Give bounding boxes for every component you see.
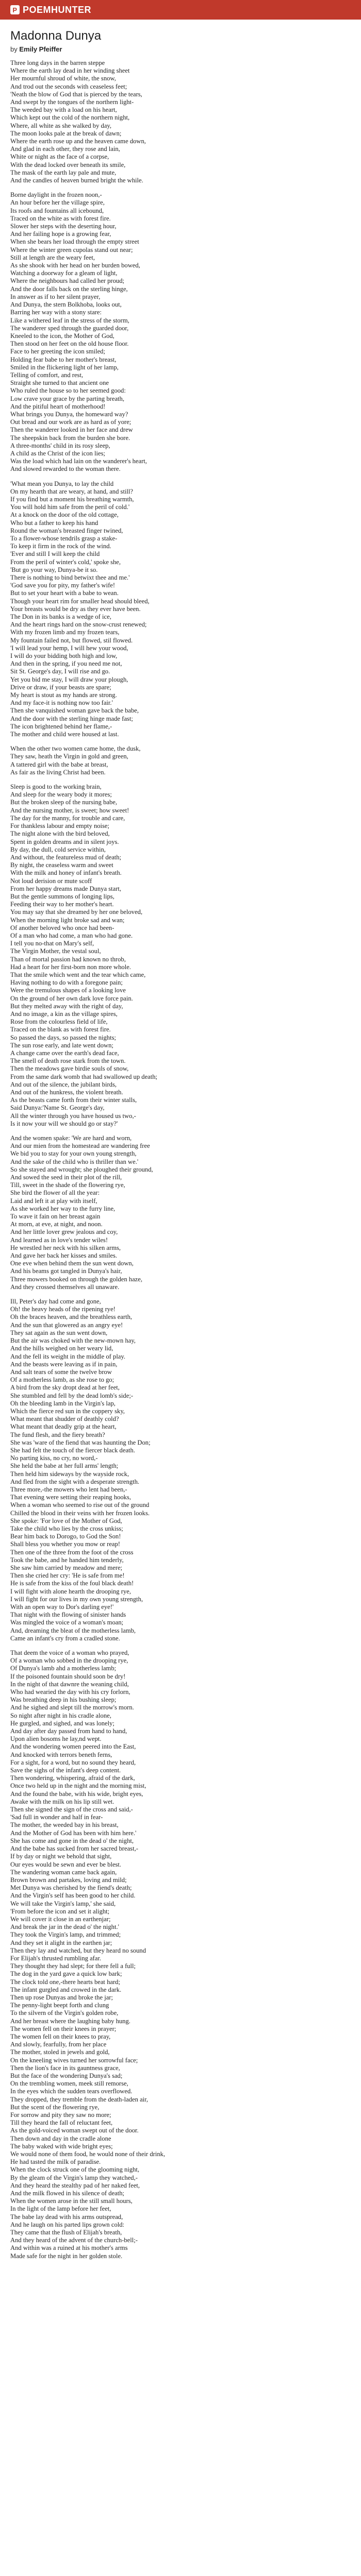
poem-line: As fair as the living Christ had been. bbox=[10, 768, 106, 776]
poem-line: A three-months' child in its rosy sleep, bbox=[10, 442, 110, 449]
poem-line: The wanderer sped through the guarded door, bbox=[10, 324, 129, 332]
stanza bbox=[10, 1134, 351, 1291]
poem-line: 'Sad full in wonder and half in fear- bbox=[10, 1814, 103, 1821]
poem-line: The fund flesh, and the fiery breath? bbox=[10, 1431, 105, 1438]
poem-line: Then the lion's face in its gauntness grace, bbox=[10, 2064, 120, 2072]
poem-line: And the sake of the child who is thriller than we.' bbox=[10, 1158, 139, 1165]
stanza bbox=[10, 745, 351, 776]
poem-line: The baby waked with wide bright eyes; bbox=[10, 2142, 113, 2150]
poem-line: Came an infant's cry from a cradled stone. bbox=[10, 1634, 120, 1642]
poem-line: And knocked with terrors beneth ferns, bbox=[10, 1751, 112, 1758]
poem-line: And he laugh on his parted lips grown cold: bbox=[10, 2221, 125, 2228]
poem-line: I will fight with alone hearth the drooping rye, bbox=[10, 1587, 131, 1595]
poem-line: Traced on the blank as with forest fire. bbox=[10, 1026, 111, 1033]
poem-line: Spent in golden dreams and in silent joys. bbox=[10, 838, 119, 845]
poem-line: Rose from the colourless field of life, bbox=[10, 1018, 108, 1026]
poem-line: Then the wanderer looked in her face and drew bbox=[10, 426, 133, 434]
poem-line: That evening were setting their reaping hooks, bbox=[10, 1494, 131, 1501]
poem-body bbox=[10, 59, 351, 2260]
poem-line: Sit St. George's day, I will rise and go. bbox=[10, 668, 110, 675]
poem-line: Three more,-the mowers who lent had been,- bbox=[10, 1485, 127, 1493]
poem-line: Kneeled to the icon, the Mother of God, bbox=[10, 332, 114, 340]
poem-line: What meant that shudder of deathly cold? bbox=[10, 1415, 119, 1423]
poem-line: She held the babe at her full arms' length; bbox=[10, 1462, 119, 1470]
poem-line: Feeding their way to her mother's heart. bbox=[10, 901, 114, 908]
poem-line: They thought they had slept; for there fell a full; bbox=[10, 1962, 136, 1970]
poem-line: Having nothing to do with a foregone pain; bbox=[10, 979, 123, 987]
poem-line: Is it now your will we should go or stay?' bbox=[10, 1120, 118, 1127]
poem-line: And her little lover grew jealous and coy, bbox=[10, 1228, 118, 1236]
poem-line: Three long days in the barren steppe bbox=[10, 59, 105, 66]
poem-line: A change came over the earth's dead face, bbox=[10, 1049, 119, 1057]
poem-line: She has come and gone in the dead o' the night, bbox=[10, 1837, 134, 1844]
poem-line: They saw, heath the Virgin in gold and green, bbox=[10, 753, 128, 760]
poem-line: And break the jar in the dead o' the night.' bbox=[10, 1923, 119, 1931]
poem-line: And salt tears of some the twelve brow bbox=[10, 1368, 112, 1376]
poem-line: Yet you bid me stay, I will draw your plough, bbox=[10, 675, 128, 683]
poem-line: He is safe from the kiss of the foul black death! bbox=[10, 1580, 134, 1587]
poem-line: Watching a doorway for a gleam of light, bbox=[10, 269, 118, 277]
poem-line: The babe lay dead with his arms outspread, bbox=[10, 2213, 123, 2221]
poem-line: An hour before her the village spire, bbox=[10, 199, 105, 207]
poem-line: With the milk and honey of infant's breath. bbox=[10, 869, 122, 877]
poem-line: For Elijah's thrusted rumbling afar. bbox=[10, 1954, 102, 1962]
poem-line: Then she vanquished woman gave back the babe, bbox=[10, 707, 139, 715]
poem-line: She bird the flower of all the year: bbox=[10, 1189, 100, 1197]
poem-line: Barring her way with a stony stare: bbox=[10, 309, 102, 316]
poem-line: On the kneeling wives turned her sorrowful face; bbox=[10, 2056, 138, 2064]
poem-line: Were the tremulous shapes of a looking love bbox=[10, 987, 126, 994]
poem-line: And they heard of the advent of the church-bell;- bbox=[10, 2236, 138, 2244]
poem-line: The Virgin Mother, the vestal soul, bbox=[10, 947, 101, 955]
poem-line: When she bears her load through the empty street bbox=[10, 238, 139, 246]
poem-line: Though your heart rim for smaller head should bleed, bbox=[10, 597, 150, 605]
poem-line: For thankless labour and empty noise; bbox=[10, 822, 110, 830]
poem-line: If the poisoned fountain should soon be dry! bbox=[10, 1672, 126, 1680]
poem-line: As the beasts came forth from their winter stalls, bbox=[10, 1096, 137, 1104]
poem-line: Of another beloved who once had been- bbox=[10, 924, 114, 931]
poem-line: Chilled the blood in their veins with her frozen looks. bbox=[10, 1509, 150, 1517]
poem-line: And glad in each other, they rose and lain, bbox=[10, 145, 120, 153]
poem-line: If by day or night we behold that sight, bbox=[10, 1853, 112, 1860]
poem-line: A tattered girl with the babe at breast, bbox=[10, 760, 108, 768]
poem-line: Drive or draw, if your beasts are spare; bbox=[10, 683, 111, 691]
poem-line: And learned as in love's tender wiles! bbox=[10, 1236, 108, 1244]
poem-line: My heart is stout as my hands are strong. bbox=[10, 691, 117, 699]
poem-line: Than of mortal passion had known no throb, bbox=[10, 955, 126, 963]
poem-line: And slowed rewarded to the woman there. bbox=[10, 465, 121, 473]
poem-line: And the women spake: 'We are hard and worn, bbox=[10, 1134, 132, 1142]
poem-line: Who had wearied the day with his cry forlorn, bbox=[10, 1688, 130, 1696]
poem-title: Madonna Dunya bbox=[10, 29, 102, 43]
poem-line: They sat again as the sun went down, bbox=[10, 1329, 108, 1336]
poem-line: A bird from the sky dropt dead at her feet, bbox=[10, 1384, 120, 1392]
poem-line: Slower her steps with the deserting hour, bbox=[10, 223, 117, 230]
poem-line: I will do your bidding both high and low, bbox=[10, 652, 118, 660]
poem-line: The night alone with the bird beloved, bbox=[10, 830, 110, 838]
site-logo[interactable] bbox=[10, 5, 91, 15]
poem-line: Laid and left it at play with itself, bbox=[10, 1197, 97, 1205]
poem-line: The sun rose early, and late went down; bbox=[10, 1041, 113, 1049]
poem-line: When the morning light broke sad and wan; bbox=[10, 916, 125, 924]
poem-line: The mother, the weeded bay in his breast, bbox=[10, 1821, 119, 1829]
poem-line: I will fight for our lives in my own young strength, bbox=[10, 1595, 143, 1603]
poem-line: He gurgled, and sighed, and was lonely; bbox=[10, 1719, 114, 1727]
poem-line: Then one of the three from the foot of the cross bbox=[10, 1548, 134, 1556]
poem-line: Still at length are the weary feet, bbox=[10, 253, 95, 261]
poem-line: You may say that she dreamed by her one beloved, bbox=[10, 908, 143, 916]
poem-line: When the clock struck one of the glooming night, bbox=[10, 2166, 140, 2174]
poem-line: And the heart rings hard on the snow-crust renewed; bbox=[10, 621, 147, 629]
poem-line: What brings you Dunya, the homeward way? bbox=[10, 410, 128, 418]
poem-line: Her mournful shroud of white, the snow, bbox=[10, 75, 116, 82]
poem-line: But the gentle summons of longing lips, bbox=[10, 892, 114, 900]
poem-line: On the trembling women, meek still remorse, bbox=[10, 2080, 128, 2088]
poem-line: And the beasts were leaving as if in pain, bbox=[10, 1360, 118, 1368]
poem-line: But the scent of the flowering rye, bbox=[10, 2103, 100, 2111]
poem-line: Your breasts would be dry as they ever have been. bbox=[10, 605, 141, 613]
poem-line: So she stayed and wrought; she ploughed their ground, bbox=[10, 1165, 153, 1173]
poem-line: Ill, Peter's day had come and gone, bbox=[10, 1298, 101, 1306]
poem-line: On my hearth that are weary, at hand, and still? bbox=[10, 487, 134, 495]
author-link[interactable]: Emily Pfeiffer bbox=[19, 45, 62, 53]
poem-line: And then in the spring, if you need me not, bbox=[10, 660, 122, 668]
poem-line: With an open way to Dor's darling eye!' bbox=[10, 1603, 114, 1611]
poem-line: But to set your heart with a babe to wean. bbox=[10, 589, 119, 597]
poem-line: Straight she turned to that ancient one bbox=[10, 379, 109, 387]
poem-line: Which kept out the cold of the northern night, bbox=[10, 114, 130, 122]
poem-line: And our mien from the homestead are wandering free bbox=[10, 1142, 150, 1150]
poem-line: And no image, a kin as the village spires, bbox=[10, 1010, 118, 1018]
poem-line: They took the Virgin's lamp, and trimmed; bbox=[10, 1931, 121, 1939]
poem-line: There is nothing to bind betwixt thee and me.' bbox=[10, 574, 130, 581]
poem-line: Three mowers booked on through the golden haze, bbox=[10, 1275, 142, 1283]
poem-line: The weeded bay with a load on his heart, bbox=[10, 106, 117, 114]
poem-line: Took the babe, and he handed him tenderly, bbox=[10, 1556, 124, 1564]
poem-line: The sheepskin back from the burden she bore. bbox=[10, 434, 130, 442]
poem-line: Oh! the heavy heads of the ripening rye! bbox=[10, 1306, 116, 1313]
poem-line: 'I will lead your hemp, I will hew your wood, bbox=[10, 644, 128, 652]
poem-line: Its roofs and fountains all icebound, bbox=[10, 207, 104, 214]
poem-line: Where, all white as she walked by day, bbox=[10, 122, 112, 129]
poem-line: And the found the babe, with his wide, bright eyes, bbox=[10, 1790, 143, 1798]
poem-line: And within was a ruined at his mother's arms bbox=[10, 2244, 128, 2252]
poem-line: As she shook with her head on her burden bowed, bbox=[10, 262, 140, 269]
poem-content bbox=[10, 25, 351, 2267]
poem-line: That deem the voice of a woman who prayed, bbox=[10, 1649, 129, 1657]
poem-line: She saw him carried by meadow and mere; bbox=[10, 1564, 123, 1571]
poem-line: 'What mean you Dunya, to lay the child bbox=[10, 480, 114, 487]
poem-line: On the ground of her own dark love force pain. bbox=[10, 994, 133, 1002]
poem-line: And the candles of heaven burned bright the while. bbox=[10, 177, 143, 184]
poem-line: And slowly, fearfully, from her place bbox=[10, 2041, 107, 2048]
poem-line: She stumbled and fell by the dead lomb's side;- bbox=[10, 1392, 134, 1399]
poem-line: Telling of comfort, and rest, bbox=[10, 371, 84, 379]
poem-line: They dropped, they tremble from the death-laden air, bbox=[10, 2095, 149, 2103]
poem-line: The clock told one,-there hearts beat hard; bbox=[10, 1978, 120, 1986]
poem-line: At morn, at eve, at night, and noon. bbox=[10, 1221, 103, 1228]
poem-line: From the same dark womb that had swallowed up death; bbox=[10, 1073, 158, 1080]
poem-line: Bear him back to Dorogo, to God the Son! bbox=[10, 1533, 121, 1540]
poem-line: And he sighed and slept till the morrow's morn. bbox=[10, 1704, 134, 1711]
poem-line: Who but a father to keep his hand bbox=[10, 519, 99, 527]
poem-line: I tell you no-that on Mary's self, bbox=[10, 940, 94, 947]
stanza bbox=[10, 59, 351, 184]
stanza bbox=[10, 191, 351, 473]
poem-line: Shall bless you whether you mow or reap! bbox=[10, 1540, 120, 1548]
poem-line: The Don in its banks is a wedge of ice, bbox=[10, 613, 111, 621]
poem-line: And the pitiful heart of motherhood! bbox=[10, 402, 106, 410]
poem-line: Then she cried her cry: 'He is safe from me! bbox=[10, 1572, 125, 1580]
poem-line: Out bread and our work are as hard as of yore; bbox=[10, 418, 132, 426]
poem-line: But the face of the wondering Dunya's sad; bbox=[10, 2072, 123, 2079]
poem-line: 'Ever and still I will keep the child bbox=[10, 550, 100, 558]
poem-line: The women fell on their knees in prayer; bbox=[10, 2025, 117, 2032]
stanza bbox=[10, 480, 351, 739]
poem-line: Upon alien bosoms he lay,nd wept. bbox=[10, 1735, 102, 1743]
poem-line: She was 'ware of the fiend that was haunting the Don; bbox=[10, 1438, 151, 1446]
poem-line: Round the woman's breasted finger twined, bbox=[10, 527, 123, 534]
poem-line: Was the load which had lain on the wanderer's heart, bbox=[10, 457, 147, 465]
poem-line: Our eyes would be sewn and ever be blest. bbox=[10, 1860, 122, 1868]
poem-line: Where the earth rose up and the heaven came down, bbox=[10, 138, 146, 145]
poem-line: So night after night in his cradle alone, bbox=[10, 1711, 111, 1719]
poem-line: And Dunya, the stern Bolkhoba, looks out, bbox=[10, 301, 122, 309]
poem-line: Not loud derision or mute scoff bbox=[10, 877, 92, 885]
poem-line: By day, the dull, cold service within, bbox=[10, 845, 106, 853]
poem-line: From the peril of winter's cold,' spoke she, bbox=[10, 558, 121, 566]
stanza bbox=[10, 1649, 351, 2260]
poem-line: All the winter through you have housed us two,- bbox=[10, 1112, 136, 1120]
poem-line: You will hold him safe from the peril of cold.' bbox=[10, 503, 130, 511]
poem-line: To a flower-whose tendrils grasp a stake- bbox=[10, 534, 118, 542]
poem-line: And they heard the stealthy pad of her naked feet, bbox=[10, 2181, 140, 2189]
poem-line: And the Mother of God has been with him here.' bbox=[10, 1829, 137, 1837]
poem-line: That the smile which went and the tear which came, bbox=[10, 971, 146, 978]
poem-line: My fountain failed not, but flowed, stil flowed. bbox=[10, 636, 133, 644]
poem-line: That night with the flowing of sinister hands bbox=[10, 1611, 126, 1619]
poem-line: Then held him sideways by the wayside rock, bbox=[10, 1470, 129, 1478]
poem-line: As the gold-voiced woman swept out of the door. bbox=[10, 2127, 139, 2134]
poem-line: And they set it alight in the earthen jar; bbox=[10, 1939, 112, 1946]
poem-line: And the fell its weight in the middle of play. bbox=[10, 1352, 126, 1360]
by-label: by bbox=[10, 45, 18, 53]
poem-line: As she worked her way to the furry line, bbox=[10, 1205, 116, 1212]
poem-line: The mother and child were housed at last. bbox=[10, 731, 119, 738]
poem-line: Like a withered leaf in the stress of the storm, bbox=[10, 316, 129, 324]
poem-line: Face to her greeting the icon smiled; bbox=[10, 348, 105, 355]
poem-line: And swept by the tongues of the northern light- bbox=[10, 98, 134, 106]
poem-line: And the babe has sucked from her sacred breast,- bbox=[10, 1845, 138, 1853]
poem-line: A child as the Christ of the icon lies; bbox=[10, 449, 105, 457]
poem-line: We will take the Virgin's lamp,' she said, bbox=[10, 1900, 116, 1907]
poem-line: We bid you to stay for your own young strength, bbox=[10, 1150, 137, 1158]
poem-line: Met Dunya was cherished by the fiend's death; bbox=[10, 1884, 132, 1892]
poem-line: At a knock on the door of the old cottage, bbox=[10, 511, 119, 519]
poem-line: The dog in the yard gave a quick low bark; bbox=[10, 1970, 122, 1978]
poem-line: And out of the silence, the jubilant birds, bbox=[10, 1080, 117, 1088]
poem-line: 'But go your way, Dunya-be it so. bbox=[10, 566, 98, 573]
poem-line: Brown brown and partakes, loving and mild; bbox=[10, 1876, 127, 1884]
poem-line: In the eyes which the sudden tears overflowed. bbox=[10, 2088, 133, 2095]
poem-line: Sleep is good to the working brain, bbox=[10, 783, 102, 791]
poem-line: Low crave your grace by the parting breath, bbox=[10, 395, 124, 402]
poem-line: And the nursing mother, is sweet; how sweet! bbox=[10, 806, 129, 814]
poem-line: Once two held up in the night and the morning mist, bbox=[10, 1782, 146, 1790]
poem-line: And my face-it is nothing now too fair.' bbox=[10, 699, 113, 707]
poem-line: In answer as if to her silent prayer, bbox=[10, 293, 101, 300]
poem-line: The mask of the earth lay pale and mute, bbox=[10, 168, 117, 176]
poem-line: The penny-light beept forth and clung bbox=[10, 2002, 109, 2009]
poem-line: With my frozen limb and my frozen tears, bbox=[10, 629, 120, 636]
poem-line: Till, sweet in the shade of the flowering rye, bbox=[10, 1181, 125, 1189]
poem-line: Then they lay and watched, but they heard no sound bbox=[10, 1946, 146, 1954]
poem-line: White or night as the face of a corpse, bbox=[10, 153, 109, 161]
logo-icon: P bbox=[10, 5, 20, 14]
poem-line: Smiled in the flickering light of her lamp, bbox=[10, 363, 119, 371]
poem-line: Said Dunya:'Name St. George's day, bbox=[10, 1104, 105, 1112]
poem-line: Had a heart for her first-born non more whole. bbox=[10, 963, 131, 971]
poem-line: To the silvern of the Virgin's golden robe, bbox=[10, 2009, 119, 2017]
poem-line: By the gleam of the Virgin's lamp they watched,- bbox=[10, 2174, 138, 2181]
poem-line: Where the neighbours had called her proud; bbox=[10, 277, 125, 285]
poem-line: Where the winter green cupolas stand out near; bbox=[10, 246, 133, 253]
poem-line: No parting kiss, no cry, no word,- bbox=[10, 1454, 98, 1462]
poem-line: And sleep for the weary body it mores; bbox=[10, 791, 112, 799]
stanza bbox=[10, 1298, 351, 1642]
poem-line: From her happy dreams made Dunya start, bbox=[10, 885, 122, 892]
poem-line: They came that the flush of Elijah's breath, bbox=[10, 2229, 122, 2236]
poem-line: In the light of the lamp before her feet, bbox=[10, 2205, 111, 2213]
poem-line: When the other two women came home, the dusk, bbox=[10, 745, 141, 753]
poem-line: Of Dunya's lamb ahd a motherless lamb; bbox=[10, 1665, 117, 1672]
poem-line: Of a motherless lamb, as she rose to go; bbox=[10, 1376, 114, 1384]
poem-line: Then wondering, whispering, afraid of the dark, bbox=[10, 1774, 135, 1782]
poem-line: And without, the featureless mud of death; bbox=[10, 853, 122, 861]
site-header bbox=[0, 0, 361, 20]
poem-line: And the door falls back on the sterling hinge, bbox=[10, 285, 128, 293]
poem-line: He wrestled her neck with his silken arms, bbox=[10, 1244, 121, 1251]
poem-line: Was mingled the voice of a woman's moan; bbox=[10, 1619, 124, 1626]
poem-line: She had felt the touch of the fiercer black death. bbox=[10, 1446, 135, 1454]
poem-line: To keep it firm in the rock of the wind. bbox=[10, 543, 111, 550]
poem-line: If you find but a moment his breathing warmth, bbox=[10, 495, 134, 503]
poem-line: When a woman who seemed to rise out of the ground bbox=[10, 1501, 150, 1509]
poem-line: Then the meadows gave birdie souls of snow, bbox=[10, 1065, 129, 1073]
site-name: POEMHUNTER bbox=[23, 4, 92, 15]
poem-line: Save the sighs of the infant's deep content. bbox=[10, 1767, 121, 1774]
poem-line: But they melted away with the right of day, bbox=[10, 1002, 123, 1010]
poem-line: Of a woman who sobbed in the drooping rye, bbox=[10, 1657, 128, 1665]
poem-line: And her failing hope is a growing fear, bbox=[10, 230, 111, 238]
poem-line: And fled from the sight with a desperate strength. bbox=[10, 1478, 140, 1485]
poem-line: 'God save you for pity, my father's wife! bbox=[10, 582, 116, 589]
poem-line: The icon brightened behind her flame,- bbox=[10, 722, 112, 730]
poem-line: Who ruled the house so to her seemed good: bbox=[10, 387, 126, 395]
stanza bbox=[10, 783, 351, 1128]
poem-line: The infant gurgled and crowed in the dark. bbox=[10, 1986, 122, 1993]
poem-line: Of a man who had come, a man who had gone. bbox=[10, 931, 133, 939]
poem-line: The wandering woman came back again, bbox=[10, 1868, 117, 1876]
poem-line: What meant that deadly grip at the heart, bbox=[10, 1423, 117, 1431]
poem-byline bbox=[10, 45, 351, 53]
poem-line: And they crossed themselves all unaware. bbox=[10, 1283, 120, 1291]
poem-line: By night, the ceaseless warm and sweet bbox=[10, 861, 113, 869]
poem-line: And gave her back her kisses and smiles. bbox=[10, 1252, 118, 1260]
poem-line: Which the fierce red sun in the coppery sky, bbox=[10, 1407, 125, 1415]
poem-line: For a sight, for a word, but no sound they heard, bbox=[10, 1758, 136, 1766]
poem-line: To wave it fain on her breast again bbox=[10, 1213, 101, 1221]
poem-line: For sorrow and pity they saw no more; bbox=[10, 2111, 111, 2119]
poem-line: We will cover it close in an earthenjar; bbox=[10, 1915, 111, 1923]
poem-line: 'Neath the blow of God that is pierced by the tears, bbox=[10, 90, 142, 98]
poem-line: When the women arose in the still small hours, bbox=[10, 2197, 133, 2205]
poem-line: The day for the manny, for trouble and care, bbox=[10, 814, 125, 822]
poem-line: Borne daylight in the frozen noon,- bbox=[10, 191, 102, 199]
poem-line: Then up rose Dunyas and broke the jar; bbox=[10, 1993, 113, 2001]
poem-line: The smell of death rose stark from the town. bbox=[10, 1057, 126, 1065]
poem-line: Traced on the white as with forest fire. bbox=[10, 214, 111, 222]
poem-line: And the wondering women peered into the East, bbox=[10, 1743, 136, 1751]
poem-line: Take the child who lies by the cross unkiss; bbox=[10, 1524, 123, 1532]
poem-line: In the night of that dawnre the weaning child, bbox=[10, 1680, 129, 1688]
poem-line: Oh the bleeding lamb in the Virgin's lap, bbox=[10, 1399, 116, 1407]
poem-line: We would none of them food, he would none of their drink, bbox=[10, 2150, 166, 2158]
poem-line: And the milk flowed in his silence of death; bbox=[10, 2190, 125, 2197]
poem-line: And trod out the seconds with ceaseless feet; bbox=[10, 82, 127, 90]
poem-line: Till they heard the fall of reluctant feet, bbox=[10, 2119, 113, 2127]
poem-line: And his beams got tangled in Dunya's hair, bbox=[10, 1267, 122, 1275]
poem-line: And, dreaming the bleat of the motherless lamb, bbox=[10, 1626, 136, 1634]
poem-line: And the sun that glowered as an angry eye! bbox=[10, 1321, 123, 1329]
poem-line: With the dead locked over beneath its smile, bbox=[10, 161, 126, 168]
poem-line: The women fell on their knees to pray, bbox=[10, 2032, 111, 2040]
poem-line: Then down and day in the cradle alone bbox=[10, 2134, 111, 2142]
poem-line: And sowed the seed in their plot of the rill, bbox=[10, 1174, 122, 1181]
poem-line: And the hills weighed on her weary lid, bbox=[10, 1345, 113, 1352]
poem-line: He had tasted the milk of paradise. bbox=[10, 2158, 101, 2166]
poem-line: She spoke: 'For love of the Mother of God, bbox=[10, 1517, 122, 1524]
poem-line: And the Virgin's self has been good to her child. bbox=[10, 1892, 136, 1900]
poem-line: And her breast where the laughing baby hung. bbox=[10, 2017, 130, 2025]
poem-line: And day after day passed from hand to hand, bbox=[10, 1727, 127, 1735]
poem-line: And out of the hunkress, the violent breath. bbox=[10, 1089, 123, 1096]
poem-line: But the air was choked with the new-mown hay, bbox=[10, 1337, 136, 1345]
poem-line: Where the earth lay dead in her winding sheet bbox=[10, 67, 130, 75]
poem-line: Holding fear babe to her mother's breast, bbox=[10, 355, 117, 363]
poem-line: Then she signed the sign of the cross and said,- bbox=[10, 1806, 133, 1814]
poem-line: Then stood on her feet on the old house floor. bbox=[10, 340, 129, 348]
poem-line: One eve when behind them the sun went down, bbox=[10, 1260, 134, 1267]
poem-line: And the door with the sterling hinge made fast; bbox=[10, 715, 133, 722]
poem-line: The moon looks pale at the break of dawn; bbox=[10, 129, 122, 137]
poem-line: Awake with the milk on his lip still wet. bbox=[10, 1798, 114, 1805]
poem-line: The mother, stoled in jewels and gold, bbox=[10, 2048, 110, 2056]
poem-line: Made safe for the night in her golden stole. bbox=[10, 2252, 123, 2260]
poem-line: Oh the braces heaven, and the breathless earth, bbox=[10, 1313, 133, 1321]
poem-line: So passed the days, so passed the nights; bbox=[10, 1033, 116, 1041]
poem-line: 'From before the icon and set it alight; bbox=[10, 1907, 110, 1915]
poem-line: Was breathing deep in his bushing sleep; bbox=[10, 1696, 117, 1704]
poem-line: But the broken sleep of the nursing babe, bbox=[10, 799, 118, 806]
